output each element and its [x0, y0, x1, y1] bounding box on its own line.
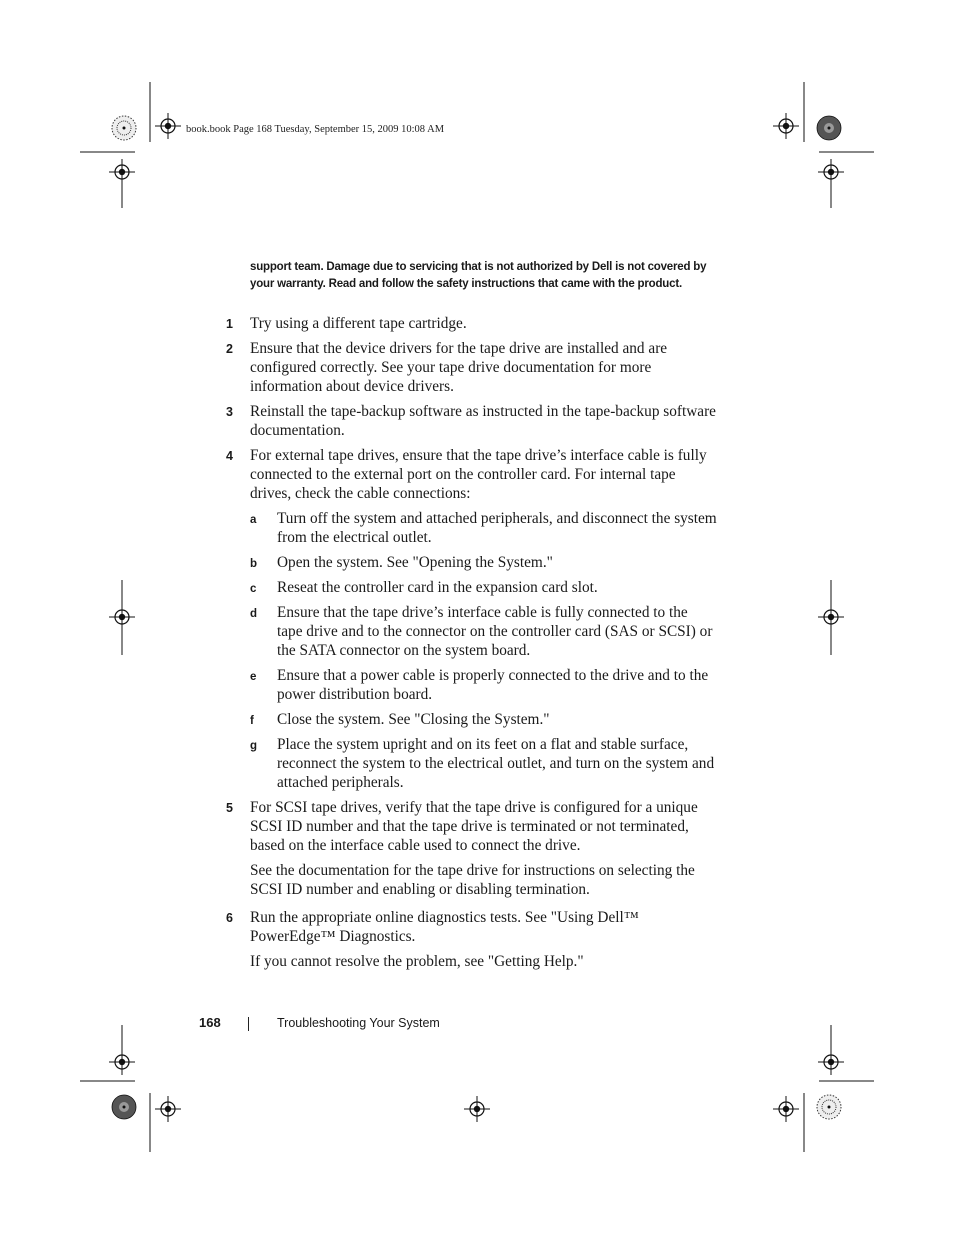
- substep-letter: b: [250, 558, 258, 570]
- footer-divider: [248, 1017, 249, 1031]
- step-4: [0, 446, 954, 503]
- troubleshooting-steps: [0, 314, 954, 977]
- substep-letter: d: [250, 608, 258, 620]
- substep-text: Close the system. See "Closing the System.": [277, 711, 550, 728]
- step-text: For external tape drives, ensure that the tape drive’s interface cable is fully connected to the external port on the controller card. For internal tape drives, check the cable connections:: [250, 447, 707, 502]
- step-2: [0, 339, 954, 396]
- step-text: For SCSI tape drives, verify that the tape drive is configured for a unique SCSI ID number and that the tape drive is terminated or not terminated, based on the interface cable used to connect the drive.: [250, 799, 698, 854]
- substep-letter: c: [250, 583, 257, 595]
- substep-letter: a: [250, 514, 257, 526]
- step-number: 1: [226, 317, 233, 331]
- page-number: 168: [199, 1015, 221, 1030]
- substep-f: [0, 710, 954, 729]
- print-slug: book.book Page 168 Tuesday, September 15, 2009 10:08 AM: [186, 124, 445, 135]
- substep-g: [0, 735, 954, 792]
- substep-e: [0, 666, 954, 704]
- step-note: If you cannot resolve the problem, see "Getting Help.": [250, 953, 584, 970]
- substep-letter: e: [250, 671, 257, 683]
- step-number: 2: [226, 342, 233, 356]
- substep-letter: f: [250, 715, 254, 727]
- step-number: 4: [226, 449, 233, 463]
- step-1: [0, 314, 954, 333]
- substep-letter: g: [250, 740, 258, 752]
- substep-c: [0, 578, 954, 597]
- step-5: [0, 798, 954, 899]
- substep-text: Open the system. See "Opening the System.": [277, 554, 553, 571]
- substep-text: Place the system upright and on its feet on a flat and stable surface, reconnect the system to the electrical outlet, and turn on the system and attached peripherals.: [277, 736, 715, 791]
- substep-d: [0, 603, 954, 660]
- footer-section-title: Troubleshooting Your System: [277, 1016, 440, 1030]
- substep-b: [0, 553, 954, 572]
- step-3: [0, 402, 954, 440]
- step-text: Run the appropriate online diagnostics tests. See "Using Dell™ PowerEdge™ Diagnostics.: [250, 909, 639, 945]
- substep-text: Reseat the controller card in the expansion card slot.: [277, 579, 598, 596]
- step-note: See the documentation for the tape drive for instructions on selecting the SCSI ID number and enabling or disabling termination.: [250, 862, 695, 898]
- step-text: Try using a different tape cartridge.: [250, 315, 467, 332]
- step-number: 6: [226, 911, 233, 925]
- substep-a: [0, 509, 954, 547]
- step-number: 5: [226, 801, 233, 815]
- substep-text: Ensure that a power cable is properly connected to the drive and to the power distribution board.: [277, 667, 709, 703]
- substep-text: Turn off the system and attached peripherals, and disconnect the system from the electrical outlet.: [277, 510, 717, 546]
- step-text: Ensure that the device drivers for the tape drive are installed and are configured correctly. See your tape drive documentation for more information about device drivers.: [250, 340, 668, 395]
- substep-text: Ensure that the tape drive’s interface cable is fully connected to the tape drive and to the connector on the controller card (SAS or SCSI) or the SATA connector on the system board.: [277, 604, 713, 659]
- step-6: [0, 908, 954, 971]
- step-number: 3: [226, 405, 233, 419]
- step-text: Reinstall the tape-backup software as instructed in the tape-backup software documentation.: [250, 403, 716, 439]
- warning-continuation: support team. Damage due to servicing that is not authorized by Dell is not covered by your warranty. Read and follow the safety instructions that came with the product.: [250, 261, 707, 290]
